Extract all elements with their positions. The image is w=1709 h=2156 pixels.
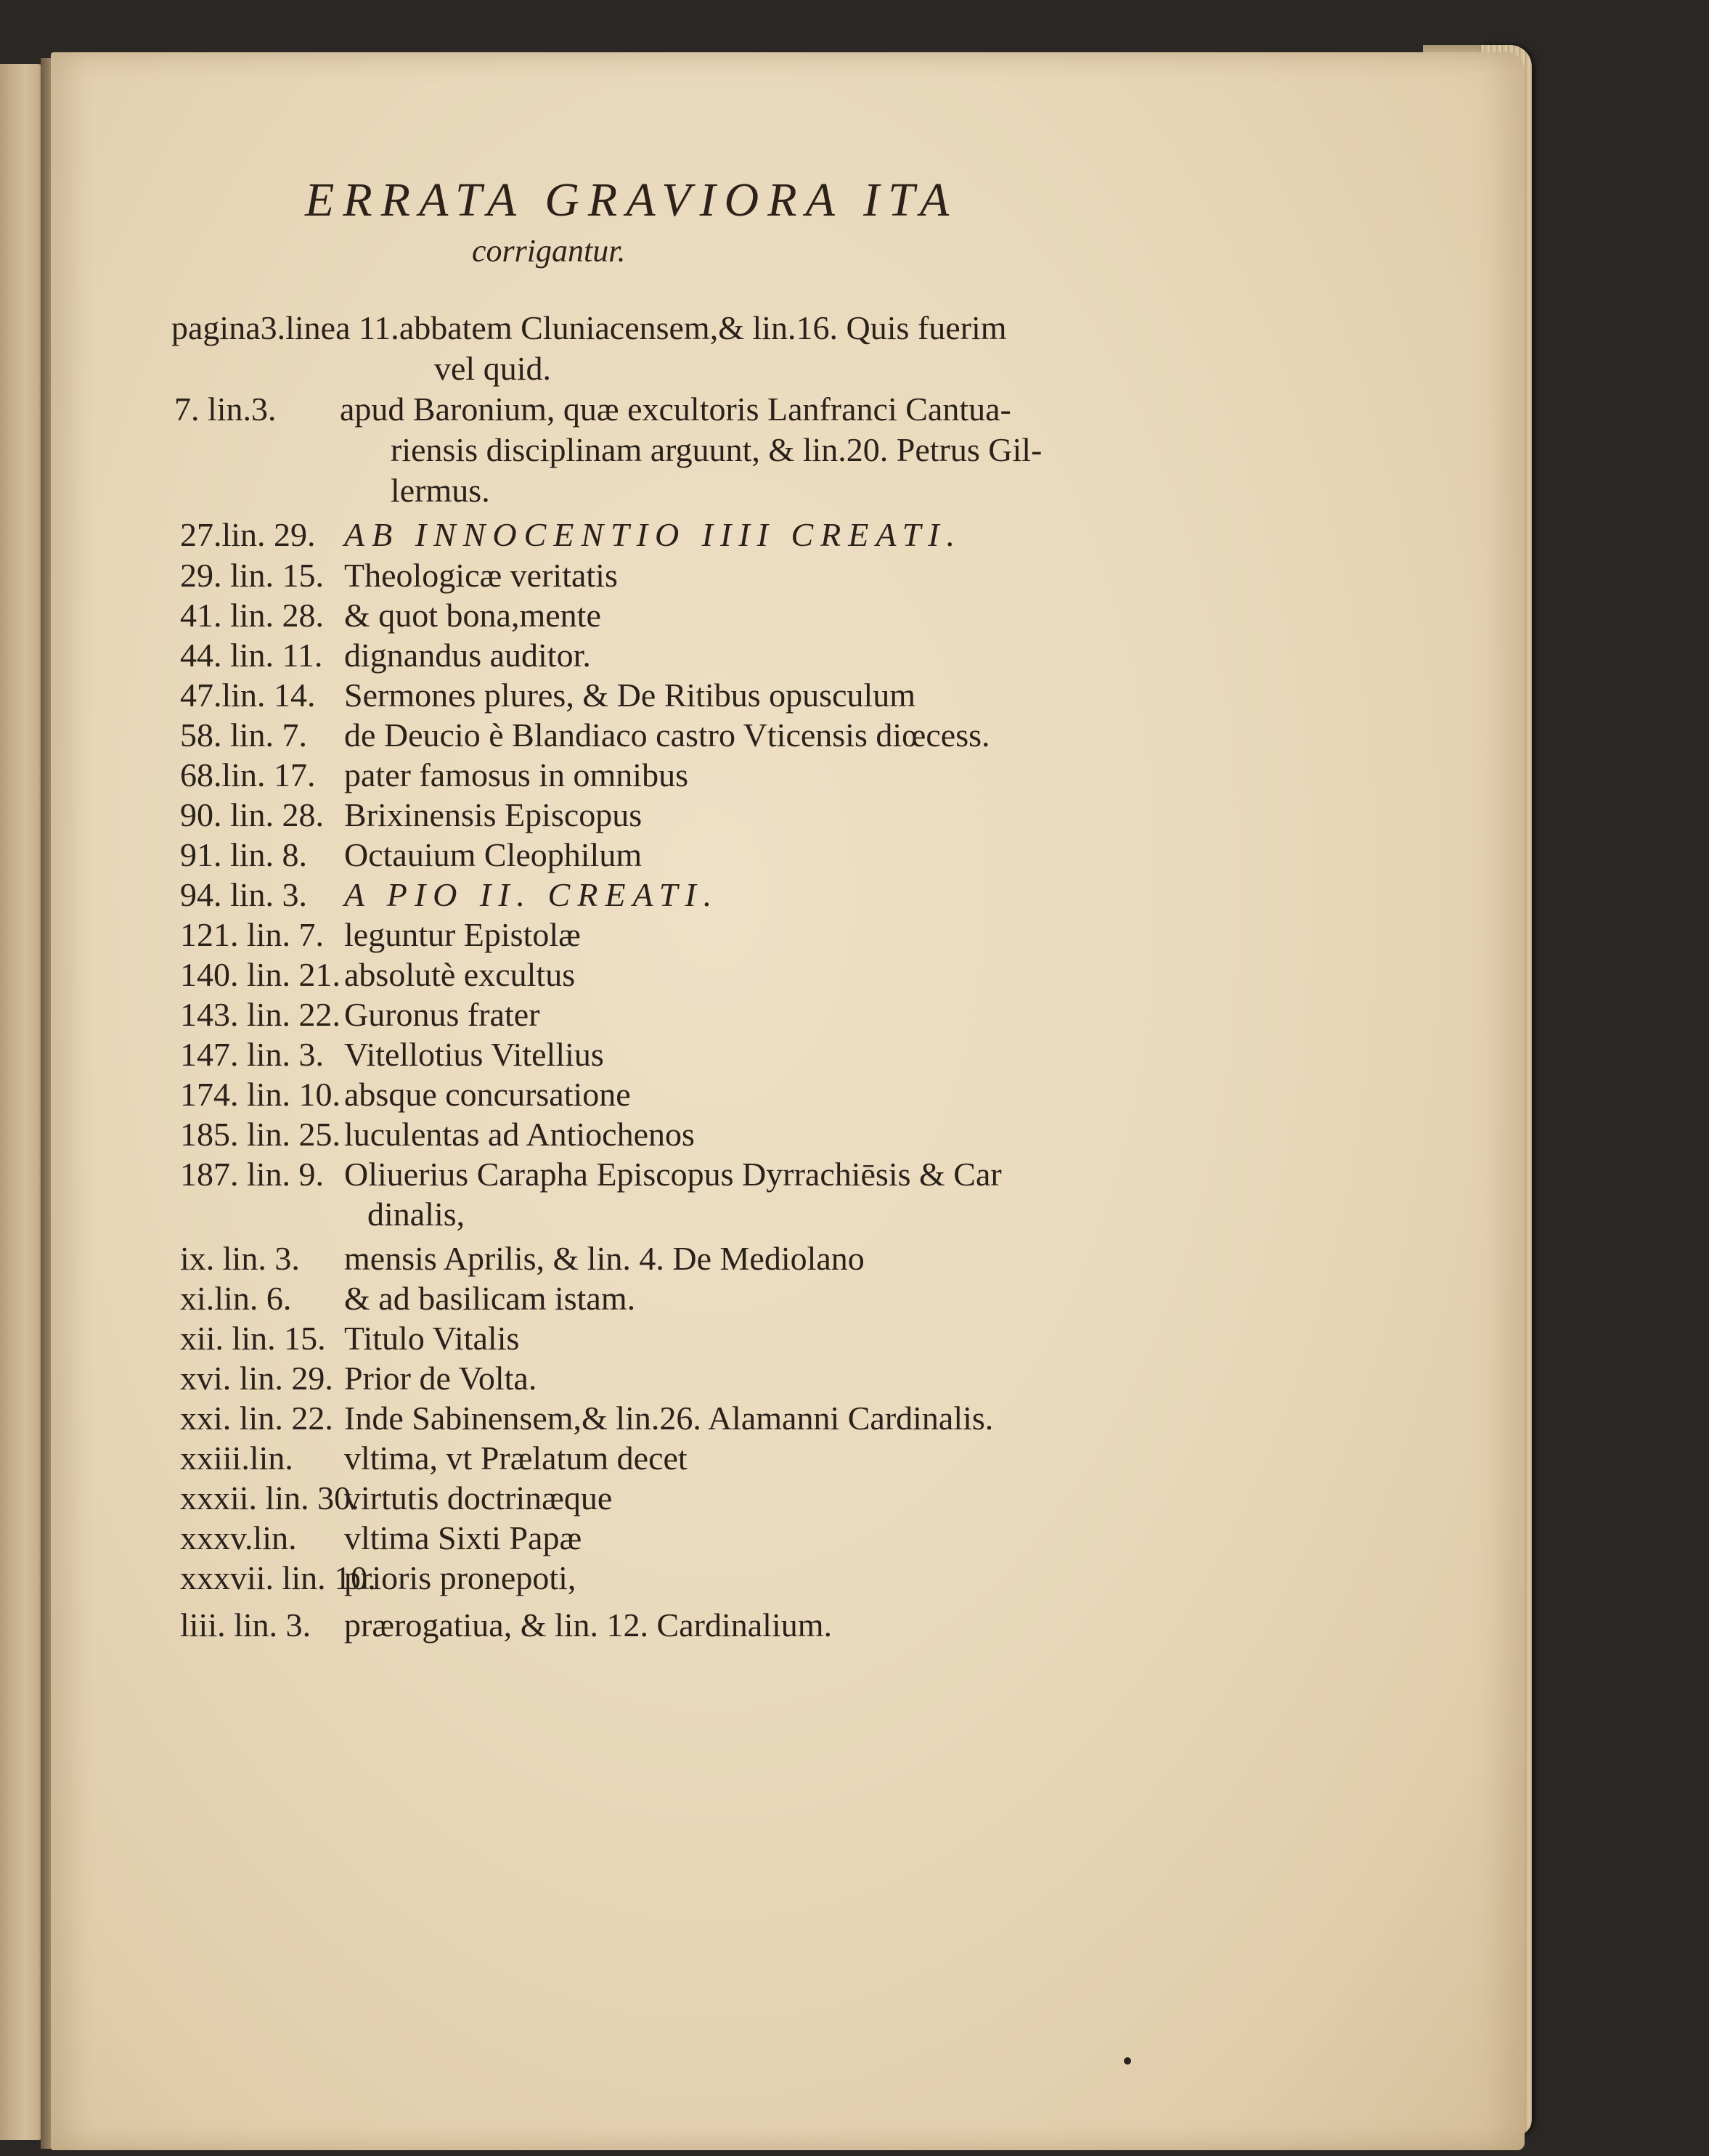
errata-ref: xi.lin. 6. xyxy=(180,1280,292,1317)
errata-text: vltima Sixti Papæ xyxy=(344,1519,582,1556)
errata-text: abbatem Cluniacensem,& lin.16. Quis fuerim xyxy=(399,309,1007,346)
errata-text: prioris pronepoti, xyxy=(344,1559,576,1596)
errata-line xyxy=(180,1319,519,1358)
errata-ref: xxiii.lin. xyxy=(180,1440,293,1477)
errata-ref: xxi. lin. 22. xyxy=(180,1400,333,1437)
errata-text: virtutis doctrinæque xyxy=(344,1479,613,1516)
errata-text: absolutè excultus xyxy=(344,956,576,993)
errata-text: lermus. xyxy=(391,472,490,509)
errata-text: apud Baronium, quæ excultoris Lanfranci Cantua- xyxy=(340,391,1011,428)
errata-line xyxy=(180,636,591,675)
errata-text: mensis Aprilis, & lin. 4. De Mediolano xyxy=(344,1240,865,1277)
errata-line xyxy=(180,1559,576,1598)
errata-line xyxy=(180,1035,604,1074)
errata-ref: xxxvii. lin. 10. xyxy=(180,1559,376,1596)
errata-ref: 7. lin.3. xyxy=(174,391,277,428)
errata-line xyxy=(180,556,618,595)
errata-line xyxy=(171,309,1007,348)
errata-text: Titulo Vitalis xyxy=(344,1320,520,1357)
errata-line xyxy=(180,1279,635,1318)
errata-line xyxy=(180,796,642,835)
errata-text: Brixinensis Episcopus xyxy=(344,796,643,833)
errata-ref: 140. lin. 21. xyxy=(180,956,341,993)
errata-line xyxy=(180,596,601,635)
errata-text: luculentas ad Antiochenos xyxy=(344,1116,695,1153)
errata-text: dignandus auditor. xyxy=(344,637,591,674)
errata-text: Vitellotius Vitellius xyxy=(344,1036,604,1073)
errata-text: Sermones plures, & De Ritibus opusculum xyxy=(344,677,916,714)
errata-text: & ad basilicam istam. xyxy=(344,1280,636,1317)
errata-line xyxy=(180,1239,865,1278)
errata-ref: 27.lin. 29. xyxy=(180,516,316,553)
errata-text: Theologicæ veritatis xyxy=(344,557,618,594)
errata-ref: 90. lin. 28. xyxy=(180,796,325,833)
errata-text: A PIO II. CREATI. xyxy=(344,876,719,913)
errata-text: riensis disciplinam arguunt, & lin.20. Petrus Gil- xyxy=(391,431,1043,468)
errata-ref: 187. lin. 9. xyxy=(180,1156,325,1193)
errata-ref: 47.lin. 14. xyxy=(180,677,316,714)
errata-line xyxy=(180,716,990,755)
errata-text: absque concursatione xyxy=(344,1076,631,1113)
errata-line xyxy=(180,1075,631,1114)
errata-line xyxy=(180,1606,832,1645)
errata-ref: 121. lin. 7. xyxy=(180,916,325,953)
errata-text: pater famosus in omnibus xyxy=(344,756,688,793)
errata-text: de Deucio è Blandiaco castro Vticensis diœcess. xyxy=(344,716,990,754)
errata-line xyxy=(180,1479,612,1518)
errata-line xyxy=(180,1115,695,1154)
errata-text: leguntur Epistolæ xyxy=(344,916,581,953)
errata-text: vel quid. xyxy=(434,350,551,387)
errata-line xyxy=(180,995,540,1034)
errata-ref: pagina3.linea 11. xyxy=(171,309,399,346)
errata-ref: 94. lin. 3. xyxy=(180,876,308,913)
errata-ref: 91. lin. 8. xyxy=(180,836,308,873)
errata-line xyxy=(180,836,642,875)
errata-text: Prior de Volta. xyxy=(344,1360,537,1397)
errata-ref: 58. lin. 7. xyxy=(180,716,308,754)
errata-line xyxy=(180,1399,993,1438)
errata-ref: 174. lin. 10. xyxy=(180,1076,341,1113)
errata-line xyxy=(391,471,490,510)
errata-line xyxy=(180,1359,537,1398)
errata-ref: 68.lin. 17. xyxy=(180,756,316,793)
errata-ref: 41. lin. 28. xyxy=(180,597,325,634)
errata-text: AB INNOCENTIO IIII CREATI. xyxy=(344,516,963,553)
errata-line xyxy=(180,875,719,915)
errata-line xyxy=(180,1519,582,1558)
errata-line xyxy=(180,515,962,555)
errata-ref: 143. lin. 22. xyxy=(180,996,341,1033)
errata-text: Oliuerius Carapha Episcopus Dyrrachiēsis & Car xyxy=(344,1156,1002,1193)
errata-line xyxy=(180,915,581,955)
errata-line xyxy=(174,390,1011,429)
errata-line xyxy=(180,1439,688,1478)
errata-ref: 147. lin. 3. xyxy=(180,1036,325,1073)
errata-text: dinalis, xyxy=(367,1196,465,1233)
errata-text: Octauium Cleophilum xyxy=(344,836,643,873)
errata-ref: xxxv.lin. xyxy=(180,1519,297,1556)
errata-text: Inde Sabinensem,& lin.26. Alamanni Cardinalis. xyxy=(344,1400,994,1437)
errata-line xyxy=(180,1155,1002,1194)
page-title: ERRATA GRAVIORA ITA xyxy=(305,173,958,226)
errata-ref: xxxii. lin. 30. xyxy=(180,1479,359,1516)
errata-ref: 29. lin. 15. xyxy=(180,557,325,594)
errata-ref: 185. lin. 25. xyxy=(180,1116,341,1153)
errata-line xyxy=(180,676,915,715)
errata-line xyxy=(367,1195,465,1234)
errata-line xyxy=(180,955,575,995)
errata-text: prærogatiua, & lin. 12. Cardinalium. xyxy=(344,1606,833,1643)
errata-ref: xvi. lin. 29. xyxy=(180,1360,333,1397)
errata-ref: ix. lin. 3. xyxy=(180,1240,300,1277)
page-subtitle: corrigantur. xyxy=(472,233,626,269)
errata-ref: xii. lin. 15. xyxy=(180,1320,326,1357)
errata-line xyxy=(391,430,1042,470)
errata-ref: 44. lin. 11. xyxy=(180,637,323,674)
errata-line xyxy=(180,756,688,795)
errata-ref: liii. lin. 3. xyxy=(180,1606,311,1643)
ink-dot xyxy=(1124,2057,1131,2065)
errata-text: & quot bona,mente xyxy=(344,597,601,634)
errata-text: vltima, vt Prælatum decet xyxy=(344,1440,688,1477)
errata-text: Guronus frater xyxy=(344,996,540,1033)
errata-line xyxy=(434,349,551,388)
